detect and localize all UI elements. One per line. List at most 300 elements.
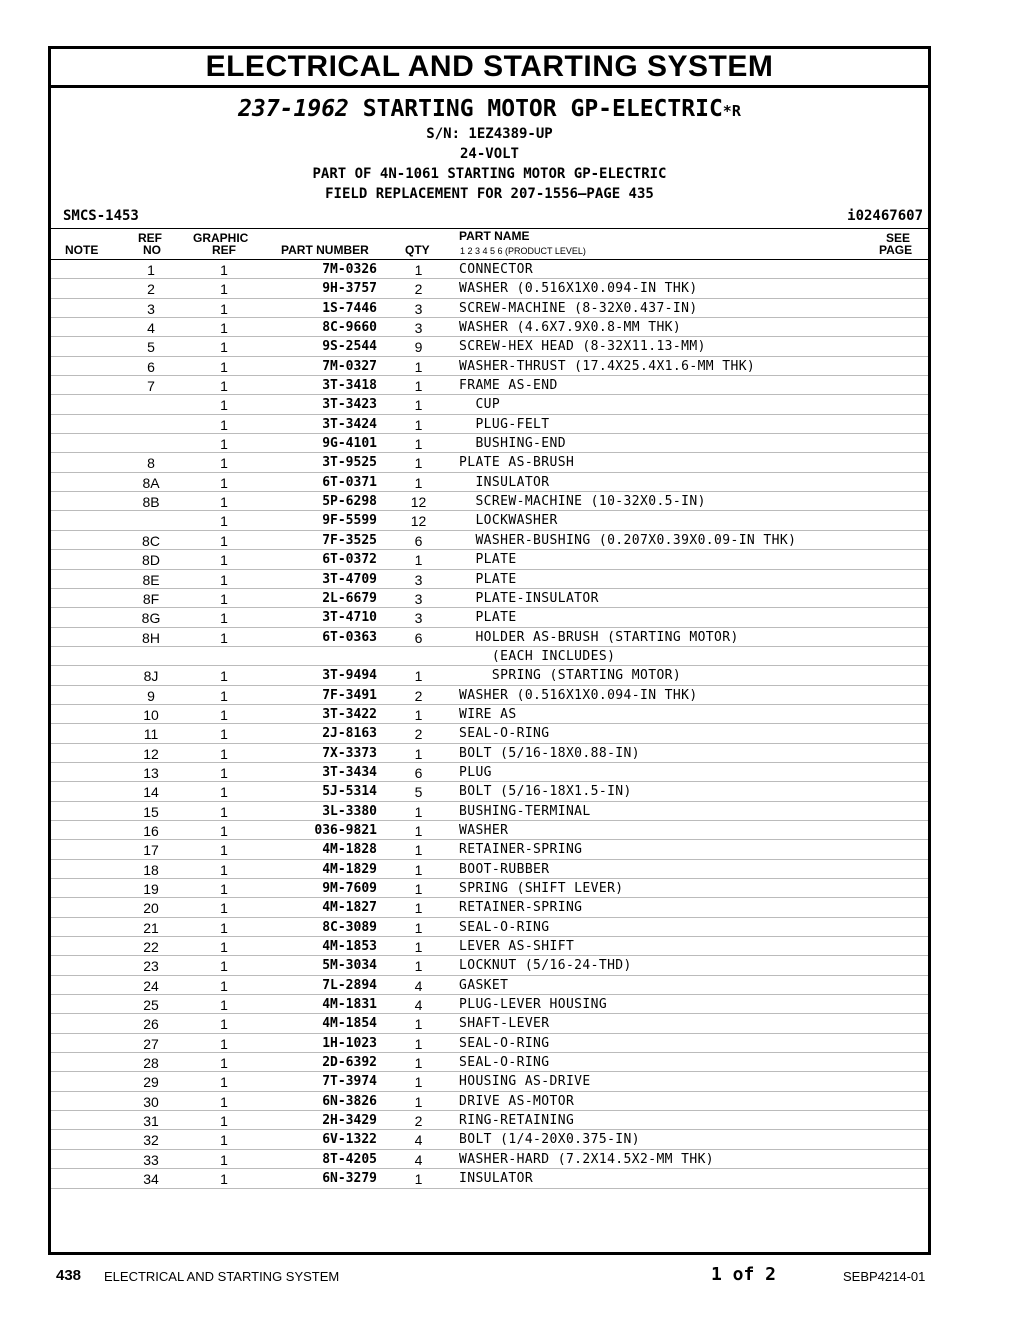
graphic-ref: 1 [220, 1055, 228, 1072]
part-number: 8T-4205 [322, 1151, 377, 1167]
quantity: 1 [414, 416, 423, 433]
table-row [51, 550, 928, 569]
table-row [51, 976, 928, 995]
part-name: RING-RETAINING [459, 1113, 575, 1129]
part-number: 6T-0372 [322, 552, 377, 568]
parts-table-body [51, 260, 928, 1189]
header-see-top: SEE [886, 231, 911, 245]
graphic-ref: 1 [220, 397, 228, 414]
table-row [51, 802, 928, 821]
part-number: 2H-3429 [322, 1113, 377, 1129]
part-number: 7T-3974 [322, 1074, 377, 1090]
field-replacement-line: FIELD REPLACEMENT FOR 207-1556—PAGE 435 [325, 186, 654, 202]
quantity: 1 [414, 474, 423, 491]
group-number: 237-1962 [238, 96, 349, 122]
ref-no: 4 [147, 320, 155, 337]
part-name: WASHER (0.516X1X0.094-IN THK) [459, 687, 698, 703]
quantity: 1 [414, 803, 423, 820]
part-number: 3T-3418 [322, 378, 377, 394]
quantity: 1 [414, 861, 423, 878]
quantity: 1 [414, 958, 423, 975]
graphic-ref: 1 [220, 455, 228, 472]
table-row [51, 995, 928, 1014]
part-name: SPRING (SHIFT LEVER) [459, 881, 624, 896]
ref-no: 2 [147, 281, 155, 298]
table-row [51, 260, 928, 279]
part-number: 9H-3757 [322, 281, 377, 297]
part-name: WASHER [459, 822, 509, 838]
quantity: 3 [414, 320, 423, 337]
part-name: WASHER-HARD (7.2X14.5X2-MM THK) [459, 1151, 715, 1167]
header-ref-top: REF [138, 231, 162, 245]
ref-no: 8G [141, 610, 161, 627]
graphic-ref: 1 [220, 1016, 228, 1033]
graphic-ref: 1 [220, 745, 228, 762]
table-row [51, 395, 928, 414]
part-name: PLATE [459, 552, 517, 568]
table-row [51, 608, 928, 627]
graphic-ref: 1 [220, 1132, 228, 1149]
graphic-ref: 1 [220, 629, 228, 646]
table-row [51, 686, 928, 705]
table-row [51, 918, 928, 937]
ref-no: 11 [143, 726, 159, 743]
part-name: LOCKNUT (5/16-24-THD) [459, 958, 632, 974]
quantity: 1 [414, 881, 423, 897]
quantity: 2 [414, 687, 423, 704]
part-number: 3T-3434 [322, 764, 377, 780]
quantity: 2 [414, 281, 423, 298]
table-row [51, 782, 928, 801]
graphic-ref: 1 [220, 378, 228, 395]
part-name: WIRE AS [459, 706, 517, 722]
part-number: 4M-1828 [322, 842, 377, 858]
quantity: 1 [414, 1093, 423, 1110]
header-note: NOTE [65, 243, 99, 257]
part-number: 3T-3424 [322, 416, 377, 432]
ref-no: 18 [143, 861, 159, 878]
part-name: PLUG [459, 764, 492, 780]
part-number: 6T-0371 [322, 474, 377, 490]
part-number: 5P-6298 [322, 494, 377, 510]
graphic-ref: 1 [220, 300, 228, 317]
table-row [51, 434, 928, 453]
quantity: 3 [414, 610, 423, 627]
part-of-line: PART OF 4N-1061 STARTING MOTOR GP-ELECTRIC [312, 166, 667, 182]
illustration-id: i02467607 [847, 208, 923, 224]
part-number: 8C-9660 [322, 320, 377, 336]
table-row [51, 376, 928, 395]
part-name: PLATE-INSULATOR [459, 590, 599, 606]
ref-no: 27 [143, 1035, 159, 1052]
ref-no: 15 [143, 803, 159, 820]
part-number: 4M-1829 [322, 861, 377, 877]
graphic-ref: 1 [220, 1074, 228, 1091]
table-row [51, 898, 928, 917]
part-number: 7F-3525 [322, 532, 377, 548]
graphic-ref: 1 [220, 861, 228, 878]
page-frame [48, 46, 931, 1255]
table-row [51, 647, 928, 666]
ref-no: 8B [142, 494, 160, 511]
quantity: 1 [414, 822, 423, 839]
part-number: 8C-3089 [322, 919, 377, 935]
quantity: 1 [414, 745, 423, 762]
ref-no: 9 [147, 687, 155, 704]
table-row [51, 570, 928, 589]
part-name: BUSHING-TERMINAL [459, 803, 591, 819]
part-number: 3T-3422 [322, 706, 377, 722]
graphic-ref: 1 [220, 552, 228, 569]
graphic-ref: 1 [220, 436, 228, 453]
table-row [51, 705, 928, 724]
part-name: FRAME AS-END [459, 378, 558, 394]
ref-no: 7 [147, 378, 155, 395]
section-banner: ELECTRICAL AND STARTING SYSTEM [51, 49, 928, 88]
graphic-ref: 1 [220, 842, 228, 859]
page-title [51, 96, 928, 124]
part-number: 4M-1831 [322, 997, 377, 1013]
part-number: 036-9821 [314, 822, 377, 838]
quantity: 1 [414, 436, 423, 453]
quantity: 12 [410, 513, 427, 530]
part-number: 1H-1023 [322, 1035, 377, 1051]
ref-no: 14 [143, 784, 159, 801]
ref-no: 19 [143, 881, 159, 897]
ref-no: 32 [143, 1132, 159, 1149]
part-number: 6N-3826 [322, 1093, 377, 1109]
ref-no: 10 [143, 706, 159, 723]
ref-no: 8F [142, 590, 160, 607]
part-name: (EACH INCLUDES) [459, 648, 616, 664]
header-part-number: PART NUMBER [281, 243, 369, 257]
table-row [51, 628, 928, 647]
part-number: 3T-4709 [322, 571, 377, 587]
part-name: SHAFT-LEVER [459, 1016, 550, 1032]
part-name: PLATE [459, 571, 517, 587]
table-row [51, 821, 928, 840]
quantity: 1 [414, 668, 423, 685]
part-name: CUP [459, 397, 501, 413]
quantity: 1 [414, 262, 423, 278]
table-row [51, 337, 928, 356]
quantity: 4 [414, 977, 423, 994]
header-see-bottom: PAGE [879, 243, 913, 257]
ref-no: 29 [143, 1074, 159, 1091]
part-number: 2D-6392 [322, 1055, 377, 1071]
group-name: STARTING MOTOR GP-ELECTRIC [362, 96, 723, 122]
table-row [51, 453, 928, 472]
table-header [51, 229, 928, 260]
voltage: 24-VOLT [459, 146, 519, 162]
quantity: 1 [414, 455, 423, 472]
graphic-ref: 1 [220, 262, 228, 278]
table-row [51, 1053, 928, 1072]
ref-no: 20 [143, 900, 159, 917]
part-name: SEAL-O-RING [459, 1035, 550, 1051]
part-name: PLUG-LEVER HOUSING [459, 997, 608, 1013]
quantity: 1 [414, 1074, 423, 1091]
header-graphic-bottom: REF [212, 243, 236, 257]
ref-no: 22 [143, 939, 159, 956]
part-name: CONNECTOR [459, 262, 534, 277]
header-qty: QTY [405, 243, 430, 257]
part-name: INSULATOR [459, 474, 550, 490]
ref-no: 28 [143, 1055, 159, 1072]
part-number: 4M-1854 [322, 1016, 377, 1032]
graphic-ref: 1 [220, 532, 228, 549]
table-row [51, 1111, 928, 1130]
part-name: BOLT (5/16-18X1.5-IN) [459, 784, 632, 800]
quantity: 4 [414, 1151, 423, 1168]
document-number: SEBP4214-01 [843, 1269, 926, 1284]
part-name: WASHER (0.516X1X0.094-IN THK) [459, 281, 698, 297]
part-number: 3L-3380 [322, 803, 377, 819]
quantity: 1 [414, 842, 423, 859]
part-number: 5M-3034 [322, 958, 377, 974]
quantity: 6 [414, 764, 423, 781]
quantity: 2 [414, 1113, 423, 1130]
ref-no: 23 [143, 958, 159, 975]
quantity: 1 [414, 706, 423, 723]
table-row [51, 531, 928, 550]
graphic-ref: 1 [220, 706, 228, 723]
page-number: 438 [56, 1267, 82, 1284]
table-row [51, 1150, 928, 1169]
part-name: BUSHING-END [459, 436, 566, 452]
ref-no: 26 [143, 1016, 159, 1033]
ref-no: 12 [143, 745, 159, 762]
part-number: 7M-0327 [322, 358, 377, 374]
serial-number: S/N: 1EZ4389-UP [426, 126, 553, 142]
graphic-ref: 1 [220, 919, 228, 936]
quantity: 1 [414, 900, 423, 917]
table-row [51, 763, 928, 782]
graphic-ref: 1 [220, 1171, 228, 1188]
quantity: 2 [414, 726, 423, 743]
ref-no: 6 [147, 358, 155, 375]
table-row [51, 1072, 928, 1091]
quantity: 1 [414, 552, 423, 569]
graphic-ref: 1 [220, 590, 228, 607]
ref-no: 24 [143, 977, 159, 994]
graphic-ref: 1 [220, 571, 228, 588]
graphic-ref: 1 [220, 610, 228, 627]
graphic-ref: 1 [220, 784, 228, 801]
table-row [51, 879, 928, 898]
graphic-ref: 1 [220, 958, 228, 975]
table-row [51, 860, 928, 879]
part-number: 7F-3491 [322, 687, 377, 703]
quantity: 1 [414, 1171, 423, 1188]
graphic-ref: 1 [220, 977, 228, 994]
ref-no: 33 [143, 1151, 159, 1168]
footer-section: ELECTRICAL AND STARTING SYSTEM [104, 1269, 340, 1284]
graphic-ref: 1 [220, 900, 228, 917]
graphic-ref: 1 [220, 997, 228, 1014]
table-row [51, 318, 928, 337]
part-name: SCREW-MACHINE (8-32X0.437-IN) [459, 300, 698, 316]
ref-no: 34 [143, 1171, 159, 1188]
part-name: HOLDER AS-BRUSH (STARTING MOTOR) [459, 629, 739, 645]
part-name: SCREW-HEX HEAD (8-32X11.13-MM) [459, 339, 706, 355]
graphic-ref: 1 [220, 474, 228, 491]
table-row [51, 1014, 928, 1033]
quantity: 6 [414, 629, 423, 646]
header-graphic-top: GRAPHIC [193, 231, 249, 245]
table-row [51, 666, 928, 685]
quantity: 1 [414, 378, 423, 395]
ref-no: 8H [142, 629, 160, 646]
ref-no: 8 [147, 455, 155, 472]
part-number: 3T-9494 [322, 668, 377, 684]
quantity: 3 [414, 571, 423, 588]
table-row [51, 1130, 928, 1149]
graphic-ref: 1 [220, 764, 228, 781]
part-name: BOOT-RUBBER [459, 861, 550, 877]
graphic-ref: 1 [220, 939, 228, 956]
table-row [51, 589, 928, 608]
part-name: WASHER-THRUST (17.4X25.4X1.6-MM THK) [459, 358, 756, 374]
table-row [51, 1034, 928, 1053]
part-number: 3T-9525 [322, 455, 377, 471]
graphic-ref: 1 [220, 1151, 228, 1168]
ref-no: 8A [142, 474, 160, 491]
sheet-indicator: 1 of 2 [711, 1264, 777, 1285]
part-number: 7L-2894 [322, 977, 377, 993]
table-row [51, 357, 928, 376]
ref-no: 25 [143, 997, 159, 1014]
revision-mark: *R [722, 102, 741, 120]
part-number: 3T-3423 [322, 397, 377, 413]
graphic-ref: 1 [220, 281, 228, 298]
page-footer [0, 1264, 1020, 1288]
part-name: SPRING (STARTING MOTOR) [459, 668, 682, 684]
ref-no: 8E [142, 571, 160, 588]
quantity: 6 [414, 532, 423, 549]
quantity: 4 [414, 997, 423, 1014]
ref-no: 13 [143, 764, 159, 781]
part-name: LEVER AS-SHIFT [459, 939, 575, 955]
graphic-ref: 1 [220, 494, 228, 511]
quantity: 1 [414, 1016, 423, 1033]
header-part-name: PART NAME [459, 229, 530, 243]
graphic-ref: 1 [220, 881, 228, 897]
part-number: 5J-5314 [322, 784, 377, 800]
quantity: 9 [414, 339, 423, 356]
part-number: 3T-4710 [322, 610, 377, 626]
table-row [51, 1092, 928, 1111]
part-name: BOLT (1/4-20X0.375-IN) [459, 1132, 640, 1148]
part-number: 1S-7446 [322, 300, 377, 316]
part-name: BOLT (5/16-18X0.88-IN) [459, 745, 640, 761]
quantity: 1 [414, 1055, 423, 1072]
part-name: PLUG-FELT [459, 416, 550, 432]
graphic-ref: 1 [220, 1113, 228, 1130]
part-number: 2J-8163 [322, 726, 377, 742]
quantity: 1 [414, 397, 423, 414]
part-number: 9F-5599 [322, 513, 377, 529]
part-name: SEAL-O-RING [459, 919, 550, 935]
ref-no: 3 [147, 300, 155, 317]
ref-no: 8D [142, 552, 160, 569]
part-name: SCREW-MACHINE (10-32X0.5-IN) [459, 494, 706, 510]
graphic-ref: 1 [220, 339, 228, 356]
part-number: 4M-1827 [322, 900, 377, 916]
title-block [51, 96, 928, 204]
quantity: 3 [414, 300, 423, 317]
ref-no: 21 [143, 919, 159, 936]
part-number: 9M-7609 [322, 881, 377, 896]
graphic-ref: 1 [220, 687, 228, 704]
table-row [51, 279, 928, 298]
part-name: SEAL-O-RING [459, 726, 550, 742]
part-number: 2L-6679 [322, 590, 377, 606]
ref-no: 8J [143, 668, 159, 685]
smcs-bar [51, 206, 928, 229]
quantity: 5 [414, 784, 423, 801]
part-number: 9S-2544 [322, 339, 377, 355]
quantity: 4 [414, 1132, 423, 1149]
part-name: WASHER (4.6X7.9X0.8-MM THK) [459, 320, 682, 336]
table-row [51, 1169, 928, 1188]
ref-no: 31 [143, 1113, 159, 1130]
table-row [51, 956, 928, 975]
ref-no: 16 [143, 822, 159, 839]
ref-no: 30 [143, 1093, 159, 1110]
part-number: 7M-0326 [322, 262, 377, 277]
part-name: SEAL-O-RING [459, 1055, 550, 1071]
part-name: DRIVE AS-MOTOR [459, 1093, 575, 1109]
graphic-ref: 1 [220, 1093, 228, 1110]
table-row [51, 492, 928, 511]
graphic-ref: 1 [220, 1035, 228, 1052]
part-name: PLATE AS-BRUSH [459, 455, 575, 471]
ref-no: 8C [142, 532, 160, 549]
graphic-ref: 1 [220, 416, 228, 433]
part-name: WASHER-BUSHING (0.207X0.39X0.09-IN THK) [459, 532, 797, 548]
part-number: 7X-3373 [322, 745, 377, 761]
graphic-ref: 1 [220, 668, 228, 685]
part-number: 6T-0363 [322, 629, 377, 645]
table-row [51, 744, 928, 763]
smcs-code: SMCS-1453 [63, 208, 139, 224]
graphic-ref: 1 [220, 726, 228, 743]
quantity: 1 [414, 939, 423, 956]
table-row [51, 511, 928, 530]
header-product-levels: 1 2 3 4 5 6 (PRODUCT LEVEL) [460, 246, 586, 256]
quantity: 1 [414, 919, 423, 936]
ref-no: 1 [147, 262, 155, 278]
quantity: 1 [414, 358, 423, 375]
part-name: LOCKWASHER [459, 513, 558, 529]
part-number: 4M-1853 [322, 939, 377, 955]
part-name: HOUSING AS-DRIVE [459, 1074, 591, 1090]
graphic-ref: 1 [220, 358, 228, 375]
quantity: 1 [414, 1035, 423, 1052]
part-name: RETAINER-SPRING [459, 900, 583, 916]
part-number: 9G-4101 [322, 436, 377, 452]
table-row [51, 724, 928, 743]
graphic-ref: 1 [220, 513, 228, 530]
graphic-ref: 1 [220, 803, 228, 820]
table-row [51, 299, 928, 318]
part-number: 6V-1322 [322, 1132, 377, 1148]
part-name: PLATE [459, 610, 517, 626]
part-name: INSULATOR [459, 1171, 534, 1187]
table-row [51, 937, 928, 956]
part-name: RETAINER-SPRING [459, 842, 583, 858]
